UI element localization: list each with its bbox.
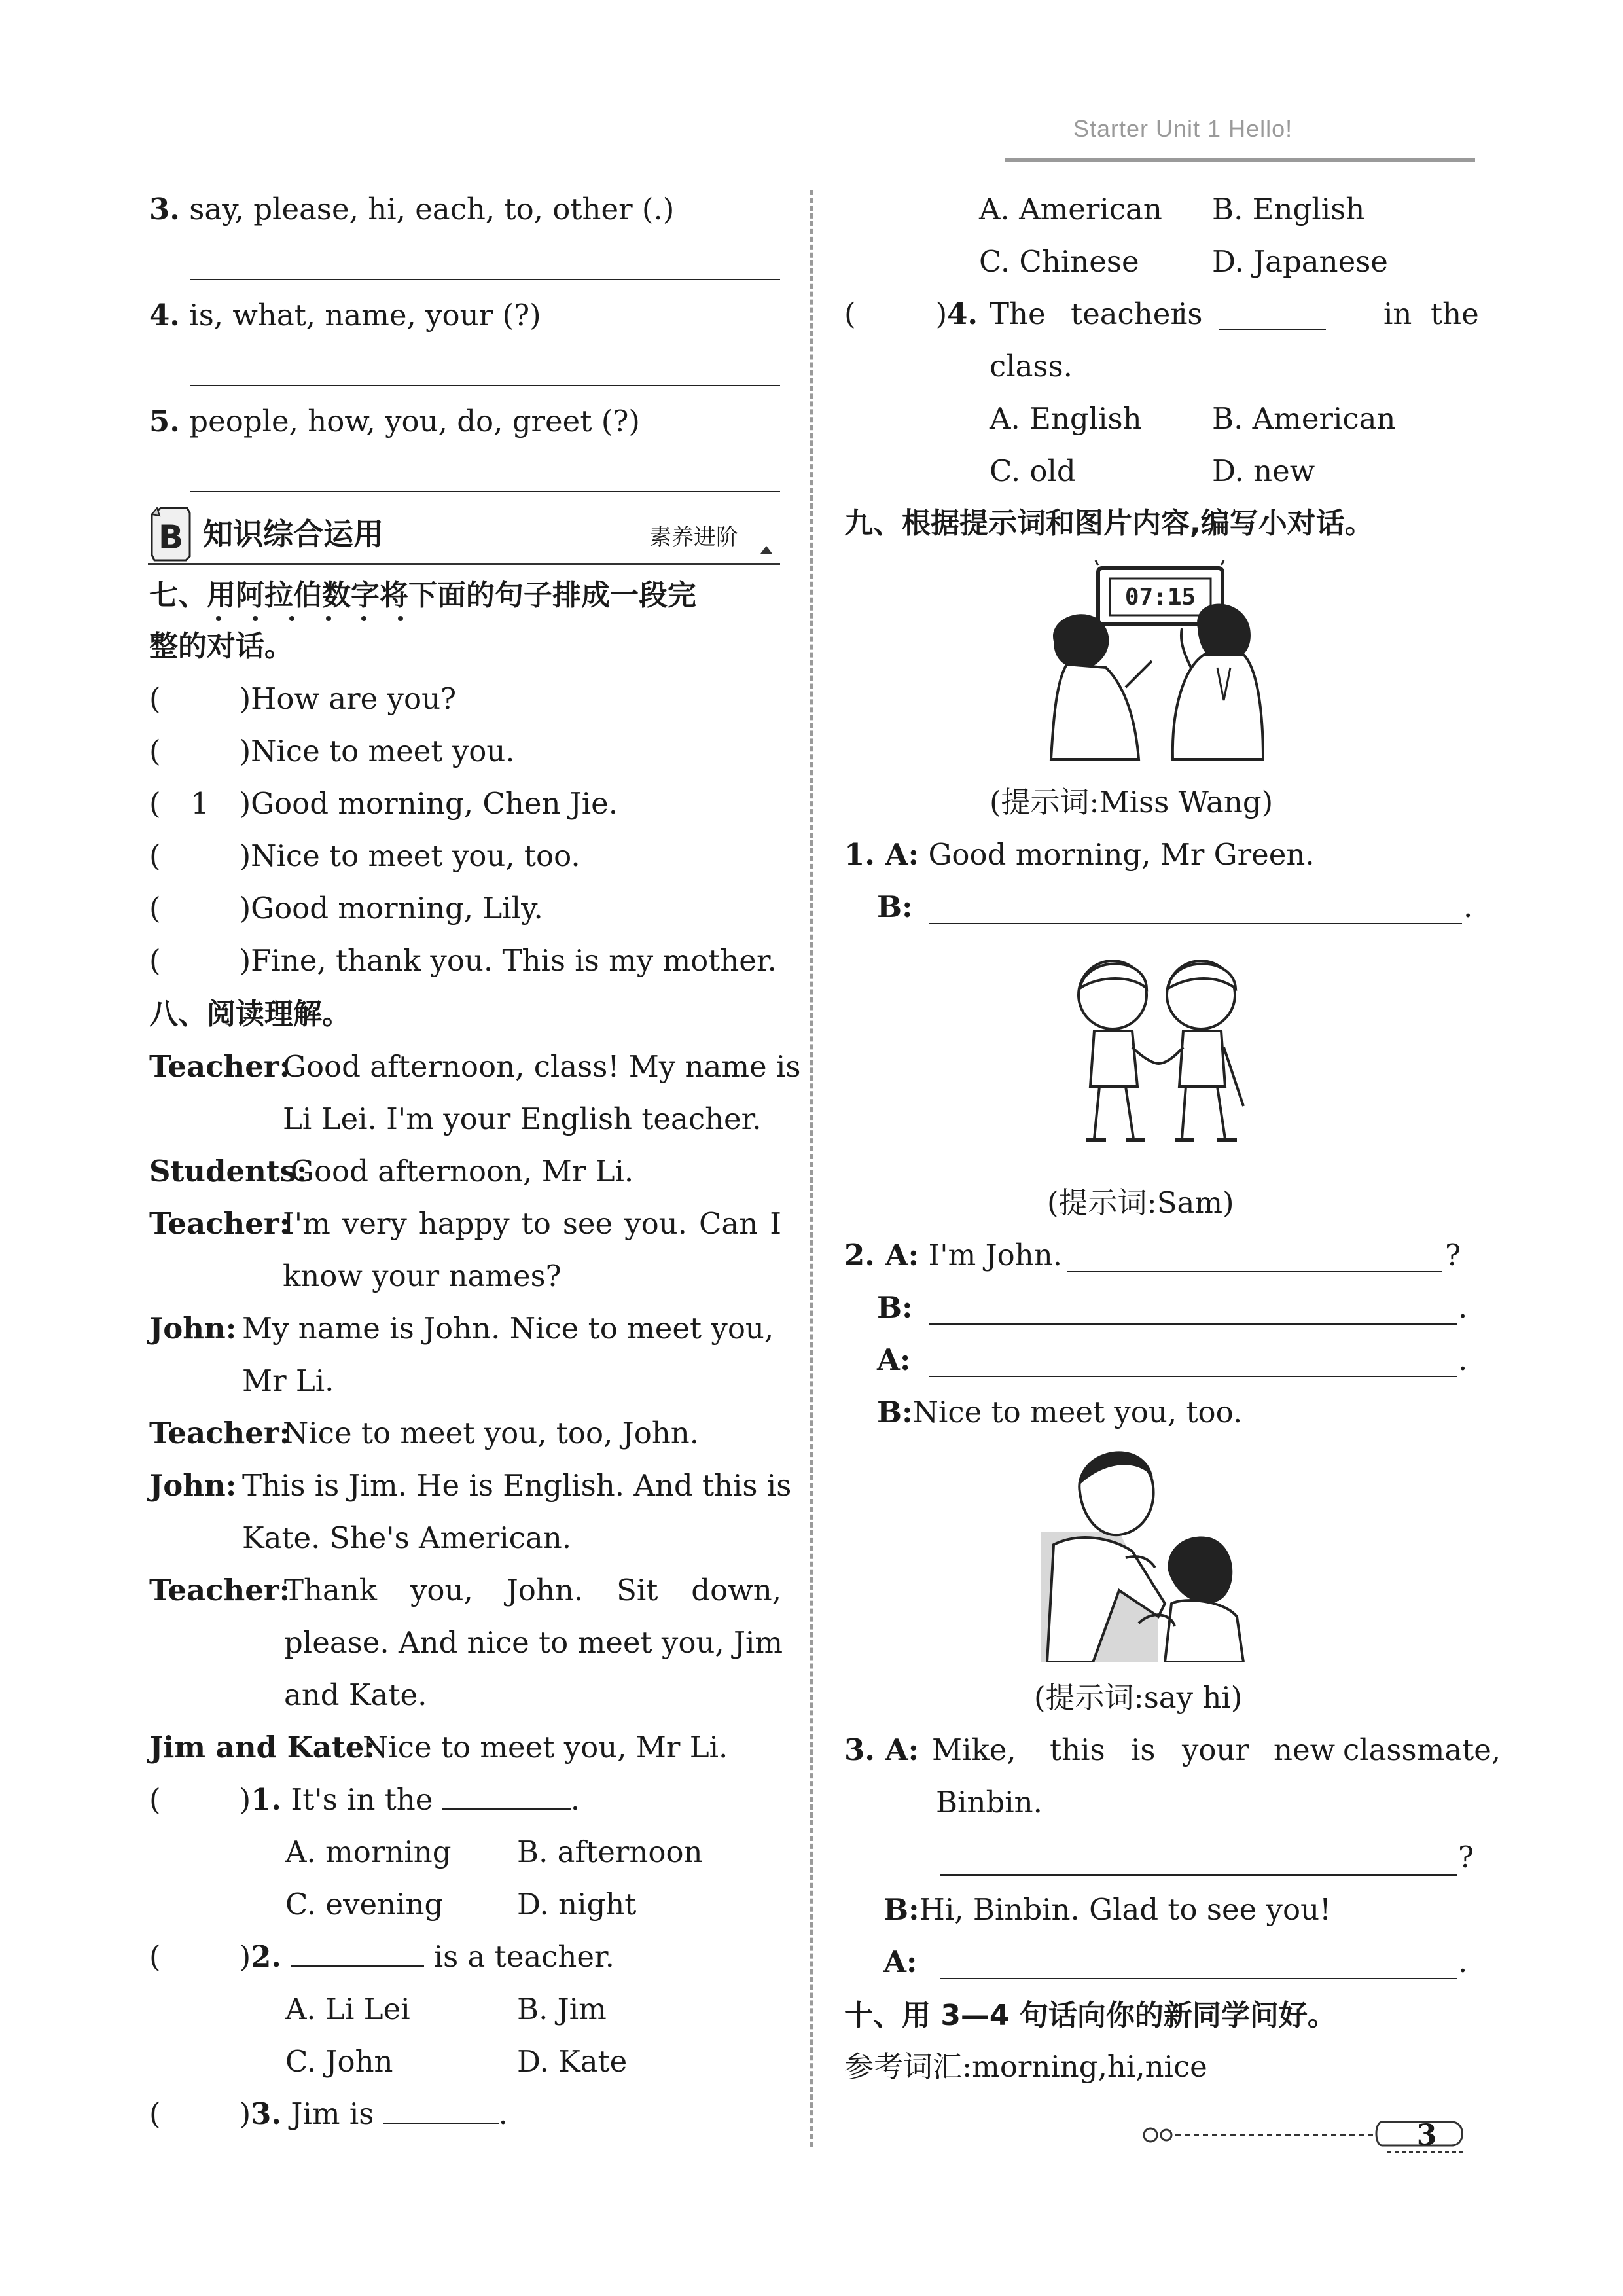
option[interactable]: D. new <box>1212 454 1315 488</box>
reorder-item-3: 3. say, please, hi, each, to, other (.) <box>149 192 675 226</box>
page-number: 3 <box>1416 2119 1437 2152</box>
q7-row[interactable]: ( )Nice to meet you, too. <box>149 838 580 873</box>
word: The <box>990 296 1046 331</box>
punct: . <box>1458 1342 1468 1377</box>
dialogue-2-a: 2. A: I'm John. <box>844 1238 1063 1272</box>
word: your <box>1182 1732 1250 1767</box>
column-separator <box>810 190 813 2147</box>
option[interactable]: B. Jim <box>517 1992 607 2026</box>
q8-title: 八、阅读理解。 <box>149 997 351 1031</box>
speaker-label: Teacher: <box>149 1573 291 1607</box>
answer-blank[interactable] <box>291 1939 424 1967</box>
dialogue-line: This is Jim. He is English. And this is <box>242 1468 792 1503</box>
answer-line[interactable] <box>190 491 780 492</box>
hint-3: (提示词:say hi) <box>1034 1680 1243 1715</box>
dialogue-2-b-label: B: <box>877 1290 913 1325</box>
option[interactable]: B. English <box>1212 192 1365 226</box>
word: is <box>1178 296 1203 331</box>
dialogue-line: Nice to meet you, Mr Li. <box>363 1730 728 1765</box>
word: the <box>1431 296 1479 331</box>
section-b-title: 知识综合运用 <box>203 516 383 552</box>
option[interactable]: D. Kate <box>517 2044 628 2079</box>
option[interactable]: C. John <box>285 2044 393 2079</box>
option[interactable]: B. afternoon <box>517 1835 703 1869</box>
punct: . <box>1458 1290 1468 1325</box>
illustration-handshake <box>1060 949 1257 1152</box>
option[interactable]: C. old <box>990 454 1076 488</box>
dialogue-3-a-line2: Binbin. <box>936 1785 1043 1820</box>
answer-line[interactable] <box>929 1323 1457 1325</box>
answer-line[interactable] <box>190 385 780 386</box>
mc-question-1[interactable]: ( )1. It's in the . <box>149 1782 580 1817</box>
mc-question-2[interactable]: ( )2. is a teacher. <box>149 1939 615 1974</box>
dialogue-line: Kate. She's American. <box>242 1520 571 1555</box>
option[interactable]: D. Japanese <box>1212 244 1388 279</box>
option[interactable]: C. Chinese <box>979 244 1139 279</box>
hint-2: (提示词:Sam) <box>1047 1185 1234 1220</box>
word: this <box>1050 1732 1105 1767</box>
word: new <box>1274 1732 1336 1767</box>
speaker-label: Students: <box>149 1154 308 1189</box>
q7-row[interactable]: ( )How are you? <box>149 681 457 716</box>
speaker-label: Jim and Kate: <box>149 1730 375 1765</box>
illustration-introduction <box>1041 1440 1270 1662</box>
option[interactable]: A. morning <box>285 1835 452 1869</box>
option[interactable]: A. American <box>979 192 1162 226</box>
dialogue-line: Good afternoon, class! My name is <box>283 1049 801 1084</box>
dialogue-line: My name is John. Nice to meet you, <box>242 1311 774 1346</box>
option[interactable]: B. American <box>1212 401 1396 436</box>
word: is <box>1131 1732 1156 1767</box>
section-b-badge <box>148 505 194 562</box>
reorder-item-4: 4. is, what, name, your (?) <box>149 298 541 332</box>
dialogue-2-a2-label: A: <box>877 1342 911 1377</box>
punct: ? <box>1445 1238 1461 1272</box>
dialogue-line: I'm very happy to see you. Can I <box>283 1206 781 1241</box>
word: classmate, <box>1343 1732 1501 1767</box>
dialogue-1-a: 1. A: Good morning, Mr Green. <box>844 837 1315 872</box>
answer-blank[interactable] <box>383 2096 499 2124</box>
word: Mike, <box>932 1732 1016 1767</box>
dialogue-line: please. And nice to meet you, Jim <box>284 1625 783 1660</box>
answer-line[interactable] <box>1067 1271 1442 1272</box>
mc-question-4-line2: class. <box>990 349 1073 384</box>
mc-question-3[interactable]: ( )3. Jim is . <box>149 2096 508 2131</box>
answer-blank[interactable] <box>1219 302 1326 330</box>
speaker-label: Teacher: <box>149 1049 291 1084</box>
q7-row[interactable]: ( )Fine, thank you. This is my mother. <box>149 943 777 978</box>
answer-line[interactable] <box>940 1978 1457 1979</box>
reorder-item-5: 5. people, how, you, do, greet (?) <box>149 404 640 439</box>
option[interactable]: A. Li Lei <box>285 1992 410 2026</box>
dialogue-line: and Kate. <box>284 1677 427 1712</box>
dialogue-line: Mr Li. <box>242 1363 334 1398</box>
q7-row[interactable]: ( 1 )Good morning, Chen Jie. <box>149 786 618 821</box>
dialogue-3-a-label: 3. A: <box>844 1732 919 1767</box>
dialogue-3-a2-label: A: <box>883 1945 918 1979</box>
unit-header: Starter Unit 1 Hello! <box>1073 115 1293 142</box>
option[interactable]: D. night <box>517 1887 637 1922</box>
answer-blank[interactable] <box>442 1782 571 1810</box>
q10-title: 十、用 3—4 句话向你的新同学问好。 <box>844 1999 1336 2032</box>
q9-title: 九、根据提示词和图片内容,编写小对话。 <box>844 507 1374 540</box>
speaker-label: Teacher: <box>149 1416 291 1450</box>
option[interactable]: C. evening <box>285 1887 444 1922</box>
mc-question-4-bracket[interactable]: ( )4. <box>844 296 978 331</box>
emphasis-dots <box>215 612 411 619</box>
answer-line[interactable] <box>940 1874 1457 1876</box>
option[interactable]: A. English <box>990 401 1142 436</box>
dialogue-line: Thank you, John. Sit down, <box>284 1573 781 1607</box>
illustration-morning-greeting <box>1027 556 1276 766</box>
dialogue-line: Nice to meet you, too, John. <box>283 1416 700 1450</box>
section-b-rule <box>148 563 780 565</box>
q7-row[interactable]: ( )Good morning, Lily. <box>149 891 543 925</box>
dialogue-3-b: B:Hi, Binbin. Glad to see you! <box>883 1892 1332 1927</box>
speaker-label: John: <box>149 1468 237 1503</box>
badge-letter: B <box>158 518 184 556</box>
speaker-label: John: <box>149 1311 237 1346</box>
header-rule <box>1005 158 1475 162</box>
punct: . <box>1463 889 1473 924</box>
tag-triangle-icon <box>760 546 772 554</box>
answer-line[interactable] <box>929 923 1462 924</box>
q10-vocab: 参考词汇:morning,hi,nice <box>844 2049 1207 2084</box>
dialogue-line: know your names? <box>283 1259 562 1293</box>
dialogue-line: Good afternoon, Mr Li. <box>291 1154 634 1189</box>
answer-line[interactable] <box>929 1376 1457 1377</box>
dialogue-line: Li Lei. I'm your English teacher. <box>283 1102 762 1136</box>
answer-line[interactable] <box>190 279 780 280</box>
punct: ? <box>1458 1840 1474 1874</box>
q7-title-line1: 七、用阿拉伯数字将下面的句子排成一段完 <box>149 579 696 612</box>
punct: . <box>1458 1945 1468 1979</box>
word: teacher <box>1071 296 1185 331</box>
hint-1: (提示词:Miss Wang) <box>990 785 1274 819</box>
dialogue-1-b-label: B: <box>877 889 913 924</box>
q7-title-line2: 整的对话。 <box>149 630 293 663</box>
clock-time: 07:15 <box>1124 584 1196 611</box>
q7-row[interactable]: ( )Nice to meet you. <box>149 734 515 768</box>
section-b-tag: 素养进阶 <box>649 524 738 550</box>
dialogue-2-b2: B:Nice to meet you, too. <box>877 1395 1243 1429</box>
word: in <box>1383 296 1412 331</box>
speaker-label: Teacher: <box>149 1206 291 1241</box>
